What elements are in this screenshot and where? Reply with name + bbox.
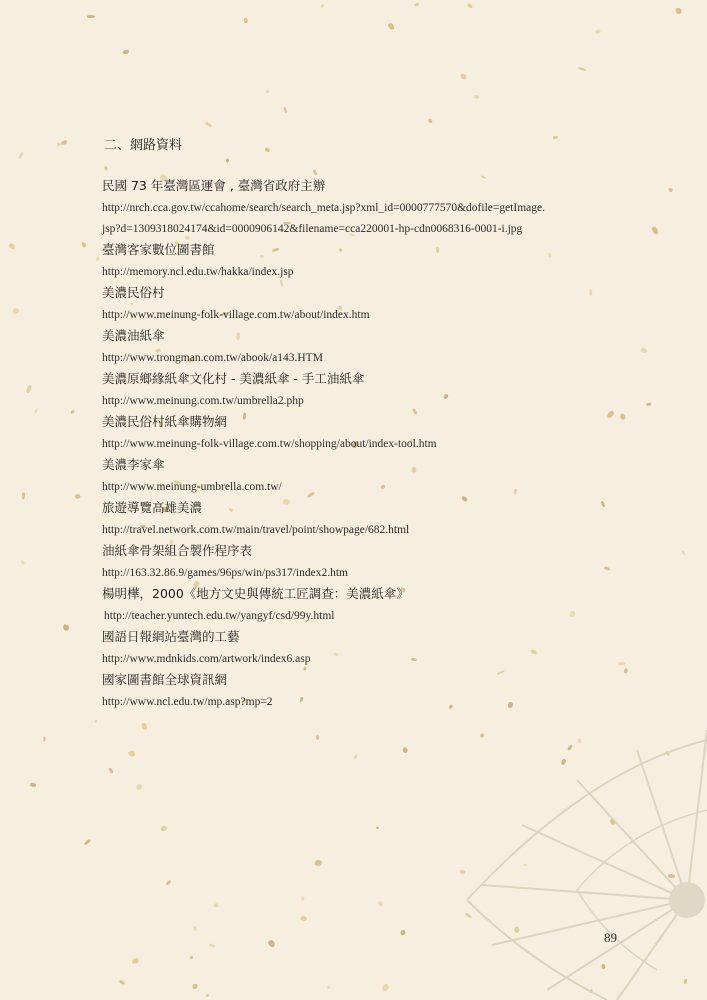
paper-speck [682,550,686,556]
reference-url[interactable]: http://www.meinung-folk-village.com.tw/shopping/about/index-tool.htm [102,438,437,450]
paper-speck [108,767,114,774]
reference-title: 楊明樺，2000《地方文史與傳統工匠調查：美濃紙傘》 [102,586,409,601]
reference-entry [102,455,642,498]
page-number: 89 [604,930,617,945]
paper-speck [646,402,652,407]
reference-entry [102,176,642,240]
reference-url[interactable]: http://www.ncl.edu.tw/mp.asp?mp=2 [102,696,273,708]
reference-url[interactable]: http://www.meinung-umbrella.com.tw/ [102,481,282,493]
paper-speck [473,94,480,100]
paper-speck [13,308,20,315]
paper-speck [578,67,586,72]
paper-speck [131,958,139,964]
paper-speck [61,140,68,145]
paper-speck [17,151,24,159]
reference-url[interactable]: http://www.trongman.com.tw/abook/a143.HTM [102,352,323,364]
reference-url[interactable]: http://teacher.yuntech.edu.tw/yangyf/csd/99y.html [104,610,335,622]
paper-speck [314,859,322,866]
reference-title: 美濃李家傘 [102,457,165,472]
paper-speck [30,783,38,789]
paper-speck [224,158,229,163]
paper-speck [142,723,148,731]
reference-url[interactable]: http://memory.ncl.edu.tw/hakka/index.jsp [102,266,294,278]
paper-speck [81,242,85,248]
paper-speck [378,900,383,906]
reference-entry [102,541,642,584]
reference-url[interactable]: http://www.mdnkids.com/artwork/index6.asp [102,653,311,665]
paper-speck [71,410,76,415]
paper-speck [190,955,194,959]
paper-speck [413,3,418,7]
reference-title: 臺灣客家數位圖書館 [102,242,215,257]
paper-speck [315,735,319,741]
paper-speck [553,136,557,139]
reference-url[interactable]: jsp?d=1309318024174&id=0000906142&filename=cca220001-hp-cdn0068316-0001-i.jpg [102,223,523,235]
paper-speck [595,28,601,34]
reference-entry [102,584,642,627]
paper-speck [326,985,330,990]
paper-speck [135,784,143,791]
reference-title: 國家圖書館全球資訊網 [102,672,228,687]
paper-speck [460,74,467,80]
reference-entry [102,498,642,541]
paper-speck [353,754,358,759]
reference-url[interactable]: http://www.meinung-folk-village.com.tw/about/index.htm [102,309,370,321]
section-heading: 二、網路資料 [104,138,183,153]
paper-speck [301,896,304,900]
paper-speck [213,903,219,909]
paper-speck [25,385,32,394]
reference-url[interactable]: http://travel.network.com.tw/main/travel/point/showpage/682.html [102,524,410,536]
paper-speck [268,940,276,949]
paper-speck [467,3,473,8]
paper-speck [243,18,248,24]
paper-speck [427,118,432,122]
paper-speck [388,22,395,30]
reference-list [102,176,642,713]
reference-entry [102,670,642,713]
paper-speck [265,89,270,94]
paper-speck [94,720,98,723]
paper-speck [209,943,216,949]
reference-title: 美濃原鄉緣紙傘文化村 - 美濃紙傘 - 手工油紙傘 [102,371,365,386]
umbrella-watermark [407,700,707,1000]
paper-speck [669,188,673,192]
paper-speck [651,226,659,235]
paper-speck [123,50,129,55]
reference-title: 油紙傘骨架組合製作程序表 [102,543,253,558]
reference-url[interactable]: http://163.32.86.9/games/96ps/win/ps317/index2.htm [102,567,348,579]
reference-title: 美濃民俗村 [102,285,165,300]
paper-speck [166,879,172,886]
reference-url[interactable]: http://www.meinung.com.tw/umbrella2.php [102,395,304,407]
paper-speck [283,106,287,113]
reference-title: 民國 73 年臺灣區運會 , 臺灣省政府主辦 [102,178,326,193]
paper-speck [9,243,16,251]
paper-speck [205,121,213,127]
paper-speck [264,147,270,153]
paper-speck [20,560,25,565]
reference-url[interactable]: http://nrch.cca.gov.tw/ccahome/search/search_meta.jsp?xml_id=0000777570&dofile=getImage. [102,202,546,214]
paper-speck [62,624,69,632]
paper-speck [96,257,100,262]
paper-speck [34,408,38,414]
paper-speck [191,983,197,988]
paper-speck [43,736,46,741]
reference-title: 美濃油紙傘 [102,328,165,343]
paper-speck [381,984,390,992]
paper-speck [84,839,91,845]
paper-speck [206,993,209,996]
paper-speck [676,7,682,13]
reference-entry [102,412,642,455]
reference-title: 國語日報網站臺灣的工藝 [102,629,240,644]
paper-speck [21,493,25,500]
paper-speck [119,979,126,986]
reference-title: 美濃民俗村紙傘購物網 [102,414,228,429]
paper-speck [87,15,95,18]
paper-speck [193,925,197,930]
paper-speck [74,493,82,501]
reference-entry [102,326,642,369]
paper-speck [128,749,136,757]
paper-speck [376,826,380,829]
paper-speck [300,915,307,922]
paper-speck [105,166,108,170]
paper-speck [161,826,168,832]
reference-entry [102,627,642,670]
reference-entry [102,283,642,326]
paper-speck [320,3,324,8]
reference-title: 旅遊導覽高雄美濃 [102,500,203,515]
reference-entry [102,369,642,412]
reference-entry [102,240,642,283]
paper-speck [400,930,407,937]
